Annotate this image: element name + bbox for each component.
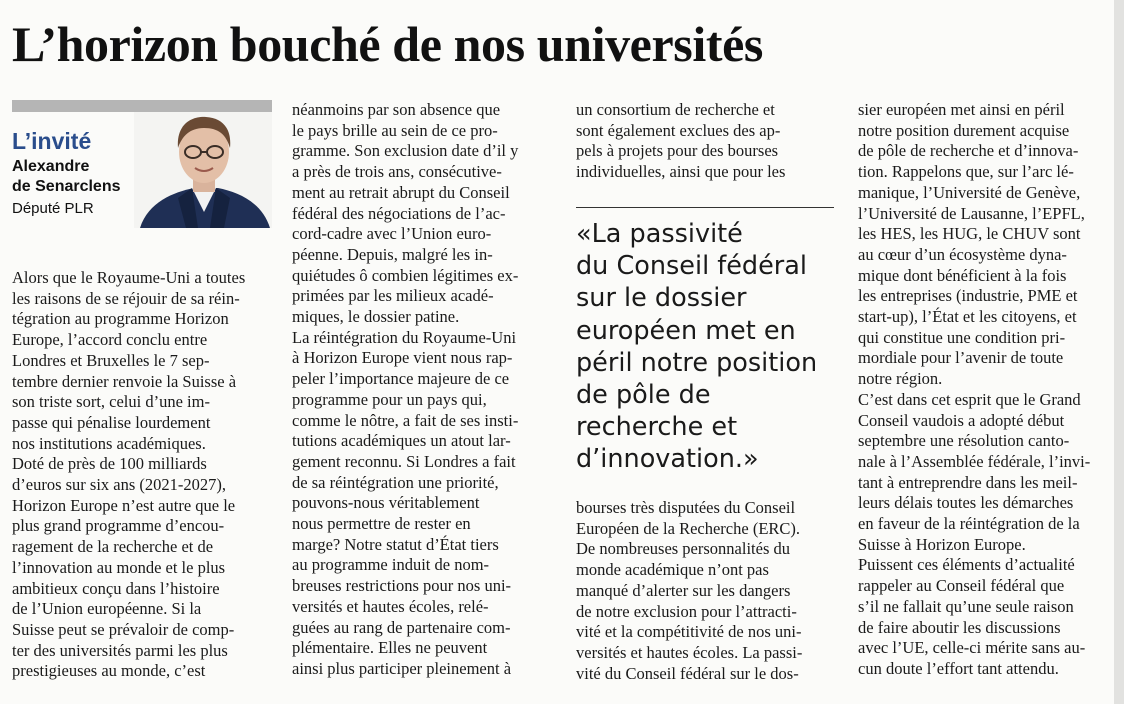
text-line: de l’Union européenne. Si la (12, 599, 202, 619)
text-line: individuelles, ainsi que pour les (576, 162, 786, 182)
text-line: Européen de la Recherche (ERC). (576, 518, 801, 538)
guest-box (12, 100, 272, 228)
text-line: versités et hautes écoles, relé- (292, 596, 489, 616)
text-line: guées au rang de partenaire com- (292, 617, 511, 637)
text-line: programme pour un pays qui, (292, 389, 487, 409)
quote-line: du Conseil fédéral (576, 251, 808, 282)
text-line: de sa réintégration une priorité, (292, 472, 499, 492)
text-line: tégration au programme Horizon (12, 309, 229, 329)
text-line: avec l’UE, celle-ci mérite sans au- (858, 638, 1086, 658)
text-line: primées par les milieux acadé- (292, 286, 494, 306)
pull-quote (576, 218, 817, 476)
text-line: Horizon Europe n’est autre que le (12, 495, 236, 515)
text-line: mordiale pour l’avenir de toute (858, 348, 1064, 368)
text-line: manqué d’alerter sur les dangers (576, 580, 791, 600)
author-role: Député PLR (12, 200, 94, 217)
text-line: de pôle de recherche et d’innova- (858, 141, 1079, 161)
text-line: monde académique n’ont pas (576, 560, 769, 580)
text-line: le pays brille au sein de ce pro- (292, 120, 498, 140)
text-line: sier européen met ainsi en péril (858, 100, 1065, 119)
text-line: notre région. (858, 369, 943, 389)
text-line: les HES, les HUG, le CHUV sont (858, 224, 1081, 244)
text-line: à Horizon Europe vient nous rap- (292, 348, 513, 368)
quote-line: péril notre position (576, 347, 818, 378)
text-line: plémentaire. Elles ne peuvent (292, 638, 488, 658)
author-photo (134, 112, 272, 228)
quote-divider (576, 207, 834, 208)
text-line: leurs délais toutes les démarches (858, 493, 1074, 513)
text-line: mique dont bénéficient à la fois (858, 265, 1067, 285)
text-line: s’il ne fallait qu’une seule raison (858, 596, 1074, 616)
text-line: l’Université de Lausanne, l’EPFL, (858, 203, 1085, 223)
text-line: au cœur d’un écosystème dyna- (858, 244, 1067, 264)
section-bar (12, 100, 272, 112)
text-line: péenne. Depuis, malgré les in- (292, 244, 493, 264)
text-line: tion. Rappelons que, sur l’arc lé- (858, 162, 1074, 182)
text-line: C’est dans cet esprit que le Grand (858, 389, 1081, 409)
text-line: plus grand programme d’encou- (12, 516, 225, 536)
text-line: ainsi plus participer pleinement à (292, 658, 512, 678)
quote-line: «La passivité (576, 219, 743, 249)
text-line: passe qui pénalise lourdement (12, 412, 211, 432)
text-line: l’innovation au monde et le plus (12, 557, 226, 577)
text-line: Suisse peut se prévaloir de comp- (12, 619, 235, 639)
article-column-4 (858, 100, 1090, 680)
quote-line: de pôle de (576, 380, 711, 411)
text-line: marge? Notre statut d’État tiers (292, 534, 499, 554)
text-line: Suisse à Horizon Europe. (858, 534, 1026, 554)
text-line: de faire aboutir les discussions (858, 617, 1061, 637)
text-line: cun doute l’effort tant attendu. (858, 658, 1059, 678)
text-line: sont également exclues des ap- (576, 120, 781, 140)
text-line: versités et hautes écoles. La passi- (576, 642, 803, 662)
quote-line: recherche et (576, 412, 738, 443)
text-line: manique, l’Université de Genève, (858, 182, 1081, 202)
text-line: pouvons-nous véritablement (292, 493, 480, 513)
text-line: miques, le dossier patine. (292, 307, 460, 327)
text-line: nale à l’Assemblée fédérale, l’invi- (858, 451, 1091, 471)
text-line: breuses restrictions pour nos uni- (292, 576, 512, 596)
text-line: Conseil vaudois a adopté début (858, 410, 1065, 430)
quote-line: sur le dossier (576, 283, 747, 314)
text-line: de notre exclusion pour l’attracti- (576, 601, 797, 621)
text-line: néanmoins par son absence que (292, 100, 501, 119)
quote-line: d’innovation.» (576, 444, 759, 475)
text-line: comme le nôtre, a fait de ses insti- (292, 410, 519, 430)
text-line: tutions académiques un atout lar- (292, 431, 511, 451)
text-line: nos institutions académiques. (12, 433, 206, 453)
article-column-3-bottom (576, 498, 802, 684)
text-line: fédéral des négociations de l’ac- (292, 203, 506, 223)
article-column-3-top (576, 100, 785, 183)
text-line: bourses très disputées du Conseil (576, 498, 796, 517)
text-line: en faveur de la réintégration de la (858, 514, 1080, 534)
text-line: ter des universités parmi les plus (12, 640, 228, 660)
article-column-2 (292, 100, 518, 680)
text-line: ragement de la recherche et de (12, 537, 214, 557)
text-line: rappeler au Conseil fédéral que (858, 576, 1065, 596)
author-last-name: de Senarclens (12, 178, 121, 195)
text-line: Europe, l’accord conclu entre (12, 330, 208, 350)
text-line: prestigieuses au monde, c’est (12, 661, 206, 681)
text-line: un consortium de recherche et (576, 100, 775, 119)
text-line: nous permettre de rester en (292, 514, 471, 534)
author-first-name: Alexandre (12, 158, 90, 175)
text-line: quiétudes ô combien légitimes ex- (292, 265, 519, 285)
text-line: d’euros sur six ans (2021-2027), (12, 475, 227, 495)
text-line: cord-cadre avec l’Union euro- (292, 224, 492, 244)
text-line: La réintégration du Royaume-Uni (292, 327, 517, 347)
text-line: notre position durement acquise (858, 120, 1070, 140)
text-line: septembre une résolution canto- (858, 431, 1070, 451)
page-edge (1114, 0, 1124, 704)
text-line: Doté de près de 100 milliards (12, 454, 207, 474)
text-line: gement reconnu. Si Londres a fait (292, 451, 516, 471)
text-line: vité et la compétitivité de nos uni- (576, 622, 802, 642)
text-line: Londres et Bruxelles le 7 sep- (12, 350, 210, 370)
text-line: vité du Conseil fédéral sur le dos- (576, 663, 799, 683)
section-tag: L’invité (12, 128, 92, 154)
text-line: les raisons de se réjouir de sa réin- (12, 288, 240, 308)
text-line: start-up), l’État et les citoyens, et (858, 307, 1077, 327)
quote-line: européen met en (576, 315, 796, 346)
text-line: qui constitue une condition pri- (858, 327, 1066, 347)
text-line: Alors que le Royaume-Uni a toutes (12, 268, 246, 287)
text-line: tant à entreprendre dans les meil- (858, 472, 1078, 492)
text-line: ment au retrait abrupt du Conseil (292, 182, 510, 202)
text-line: pels à projets pour des bourses (576, 141, 779, 161)
portrait-image (134, 112, 272, 228)
text-line: peler l’importance majeure de ce (292, 369, 510, 389)
text-line: Puissent ces éléments d’actualité (858, 555, 1075, 575)
text-line: au programme induit de nom- (292, 555, 490, 575)
text-line: tembre dernier renvoie la Suisse à (12, 371, 237, 391)
text-line: gramme. Son exclusion date d’il y (292, 141, 519, 161)
text-line: ambitieux conçu dans l’histoire (12, 578, 220, 598)
headline: L’horizon bouché de nos universités (12, 16, 763, 72)
text-line: son triste sort, celui d’une im- (12, 392, 210, 412)
text-line: a près de trois ans, consécutive- (292, 162, 502, 182)
article-column-1 (12, 268, 245, 682)
text-line: les entreprises (industrie, PME et (858, 286, 1078, 306)
text-line: De nombreuses personnalités du (576, 539, 790, 559)
